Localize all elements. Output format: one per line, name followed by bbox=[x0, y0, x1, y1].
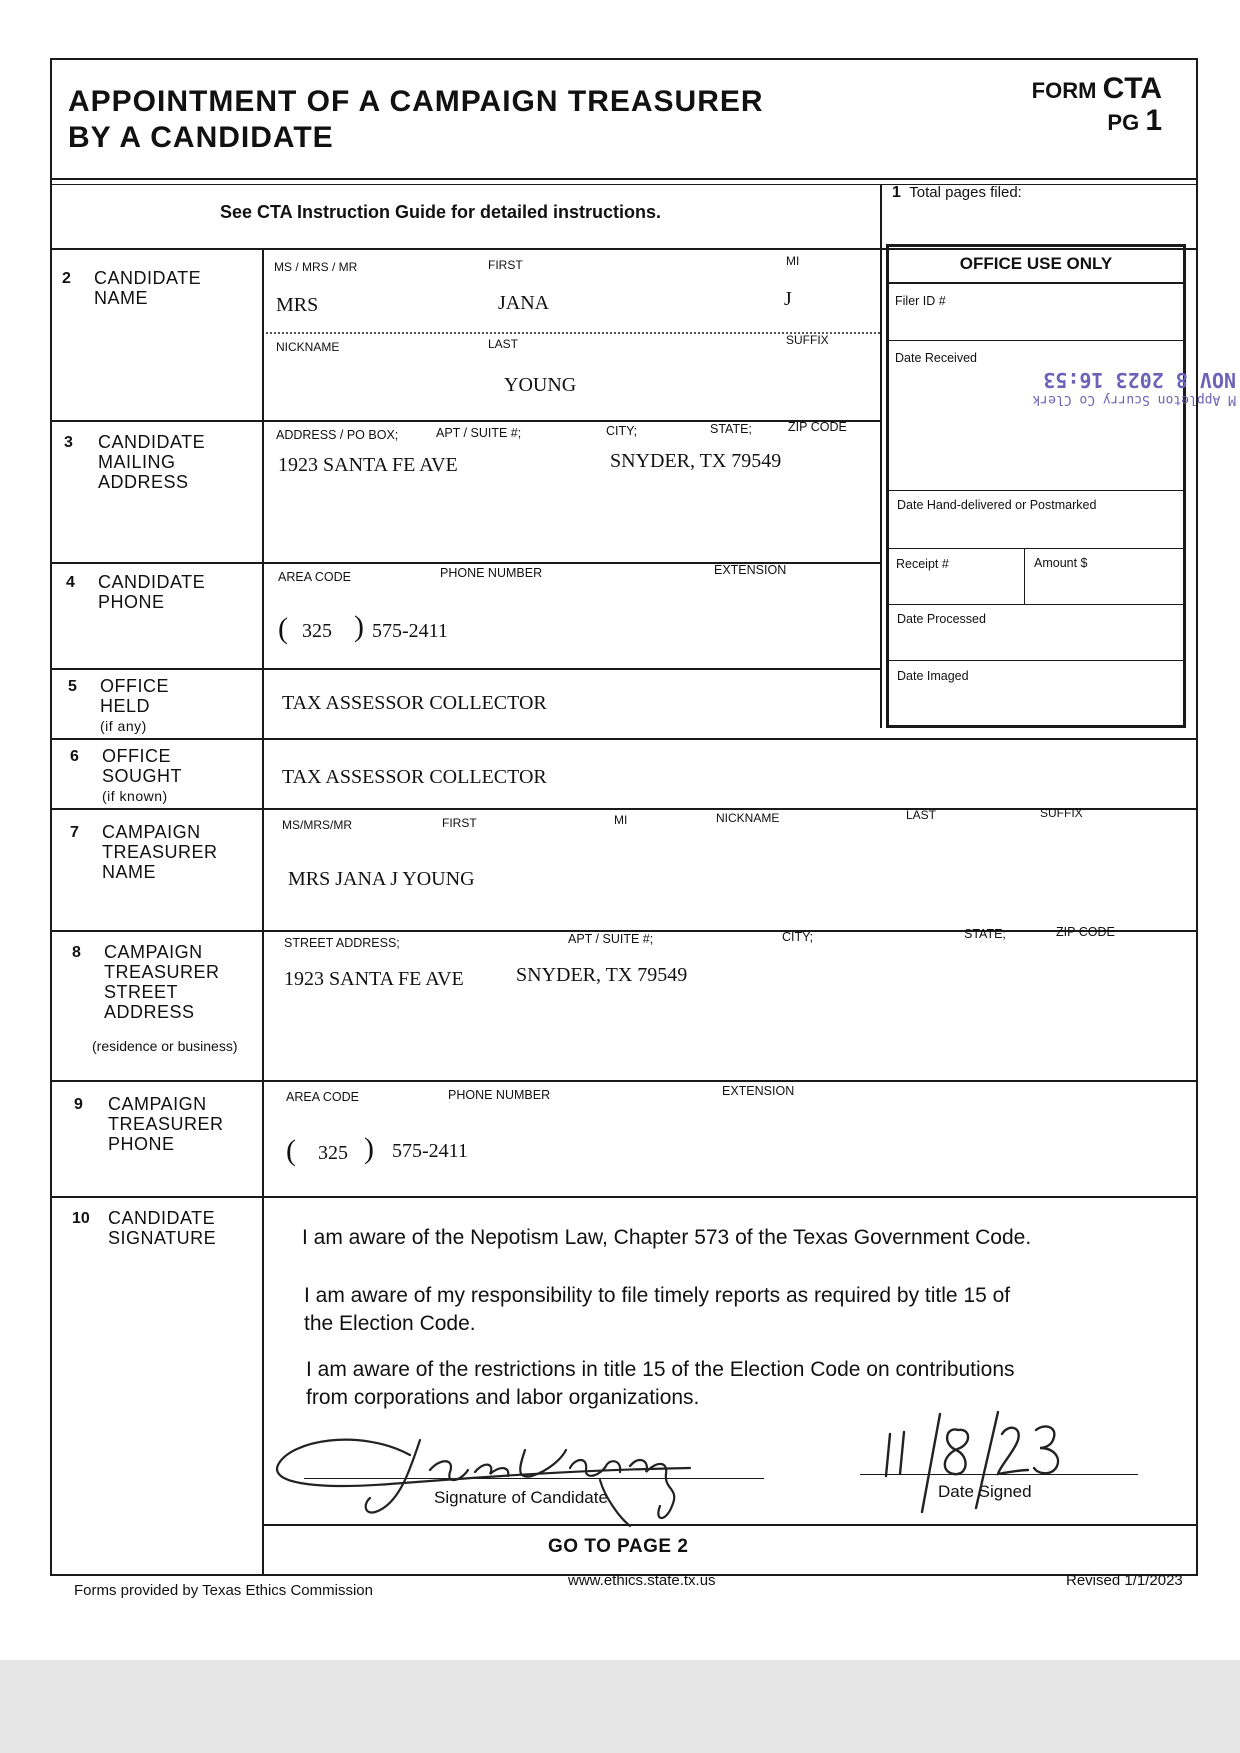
date-hand-delivered-label: Date Hand-delivered or Postmarked bbox=[897, 498, 1097, 512]
phone-number-label: PHONE NUMBER bbox=[440, 566, 543, 580]
treasurer-phone-number: 575-2411 bbox=[392, 1140, 468, 1162]
svg-text:11/8/23: 11/8/23 bbox=[980, 1504, 984, 1505]
go-to-page-2: GO TO PAGE 2 bbox=[548, 1536, 689, 1557]
section-5-label: 5 OFFICE HELD (if any) bbox=[68, 676, 169, 734]
treasurer-area-code-label: AREA CODE bbox=[286, 1090, 359, 1104]
mi-label: MI bbox=[786, 254, 800, 268]
treasurer-city-label: CITY; bbox=[782, 930, 814, 944]
treasurer-phone-label: PHONE NUMBER bbox=[448, 1088, 551, 1102]
treasurer-apt-label: APT / SUITE #; bbox=[568, 932, 654, 946]
nickname-label: NICKNAME bbox=[276, 340, 340, 354]
svg-text:Jana Young: Jana Young bbox=[470, 1520, 476, 1521]
footer-website: www.ethics.state.tx.us bbox=[568, 1572, 716, 1589]
treasurer-extension-label: EXTENSION bbox=[722, 1084, 795, 1098]
total-pages-label: 1 Total pages filed: bbox=[892, 184, 1022, 201]
header-divider bbox=[50, 178, 1198, 180]
city-label: CITY; bbox=[606, 424, 638, 438]
nepotism-statement: I am aware of the Nepotism Law, Chapter 573 of the Texas Government Code. bbox=[302, 1226, 1032, 1249]
treasurer-name-value: MRS JANA J YOUNG bbox=[288, 868, 475, 890]
treasurer-zip-label: ZIP CODE bbox=[1056, 925, 1115, 939]
candidate-first-name: JANA bbox=[498, 292, 550, 314]
candidate-prefix: MRS bbox=[276, 294, 319, 316]
section-9-label: 9 CAMPAIGN TREASURER PHONE bbox=[74, 1094, 224, 1154]
amount-label: Amount $ bbox=[1034, 556, 1088, 570]
scan-background bbox=[0, 1660, 1240, 1753]
treasurer-city-state-zip: SNYDER, TX 79549 bbox=[516, 964, 688, 986]
residence-or-business-note: (residence or business) bbox=[92, 1038, 238, 1054]
close-paren: ) bbox=[364, 1132, 374, 1165]
candidate-city-state-zip: SNYDER, TX 79549 bbox=[610, 450, 782, 472]
form-code: FORM CTA PG 1 bbox=[1031, 72, 1162, 137]
form-title: APPOINTMENT OF A CAMPAIGN TREASURER BY A CANDIDATE bbox=[68, 85, 764, 154]
reporting-statement: I am aware of my responsibility to file timely reports as required by title 15 of the Election Code. bbox=[304, 1284, 1011, 1335]
footer-provider: Forms provided by Texas Ethics Commission bbox=[74, 1582, 373, 1599]
receipt-label: Receipt # bbox=[896, 557, 949, 571]
close-paren: ) bbox=[354, 610, 364, 643]
candidate-street: 1923 SANTA FE AVE bbox=[278, 454, 458, 476]
candidate-signature bbox=[270, 1410, 760, 1530]
filer-id-label: Filer ID # bbox=[895, 294, 946, 308]
extension-label: EXTENSION bbox=[714, 563, 787, 577]
treasurer-prefix-label: MS/MRS/MR bbox=[282, 818, 352, 832]
suffix-label: SUFFIX bbox=[786, 333, 829, 347]
candidate-area-code: 325 bbox=[302, 620, 332, 642]
area-code-label: AREA CODE bbox=[278, 570, 351, 584]
office-use-box bbox=[886, 244, 1186, 728]
treasurer-area-code: 325 bbox=[318, 1142, 348, 1164]
section-6-label: 6 OFFICE SOUGHT (if known) bbox=[70, 746, 183, 804]
section-3-label: 3 CANDIDATE MAILING ADDRESS bbox=[64, 432, 206, 492]
section-10-label: 10 CANDIDATE SIGNATURE bbox=[72, 1208, 217, 1248]
instructions-text: See CTA Instruction Guide for detailed instructions. bbox=[220, 202, 662, 222]
section-7-label: 7 CAMPAIGN TREASURER NAME bbox=[70, 822, 218, 882]
apt-label: APT / SUITE #; bbox=[436, 426, 522, 440]
received-stamp: M Appleton Scurry Co Clerk NOV 8 2023 16:53 bbox=[1032, 368, 1236, 407]
footer-revised: Revised 1/1/2023 bbox=[1066, 1572, 1183, 1589]
candidate-last-name: YOUNG bbox=[504, 374, 577, 396]
treasurer-state-label: STATE; bbox=[964, 927, 1006, 941]
open-paren: ( bbox=[278, 612, 288, 645]
candidate-phone-number: 575-2411 bbox=[372, 620, 448, 642]
treasurer-last-label: LAST bbox=[906, 808, 937, 822]
treasurer-suffix-label: SUFFIX bbox=[1040, 806, 1083, 820]
first-label: FIRST bbox=[488, 258, 523, 272]
date-received-label: Date Received bbox=[895, 351, 977, 365]
date-signed-label: Date Signed bbox=[938, 1482, 1032, 1501]
section-2-label: 2 CANDIDATE NAME bbox=[62, 268, 202, 308]
treasurer-mi-label: MI bbox=[614, 813, 628, 827]
office-use-title: OFFICE USE ONLY bbox=[959, 254, 1113, 273]
candidate-middle-initial: J bbox=[784, 288, 792, 310]
contributions-statement: I am aware of the restrictions in title 15 of the Election Code on contributions from corporations and labor organizations. bbox=[306, 1358, 1015, 1409]
office-held-value: TAX ASSESSOR COLLECTOR bbox=[282, 692, 547, 714]
signature-of-candidate-label: Signature of Candidate bbox=[434, 1488, 608, 1507]
open-paren: ( bbox=[286, 1134, 296, 1167]
last-label: LAST bbox=[488, 337, 519, 351]
section-4-label: 4 CANDIDATE PHONE bbox=[66, 572, 206, 612]
treasurer-first-label: FIRST bbox=[442, 816, 477, 830]
office-sought-value: TAX ASSESSOR COLLECTOR bbox=[282, 766, 547, 788]
section-8-label: 8 CAMPAIGN TREASURER STREET ADDRESS bbox=[72, 942, 220, 1022]
zip-label: ZIP CODE bbox=[788, 420, 847, 434]
prefix-label: MS / MRS / MR bbox=[274, 260, 358, 274]
label-column-divider bbox=[262, 248, 264, 1576]
date-imaged-label: Date Imaged bbox=[897, 669, 969, 683]
state-label: STATE; bbox=[710, 422, 752, 436]
date-signed-handwritten bbox=[880, 1404, 1080, 1514]
treasurer-street: 1923 SANTA FE AVE bbox=[284, 968, 464, 990]
treasurer-street-label: STREET ADDRESS; bbox=[284, 936, 400, 950]
address-label: ADDRESS / PO BOX; bbox=[276, 428, 399, 442]
date-processed-label: Date Processed bbox=[897, 612, 986, 626]
treasurer-nickname-label: NICKNAME bbox=[716, 811, 780, 825]
